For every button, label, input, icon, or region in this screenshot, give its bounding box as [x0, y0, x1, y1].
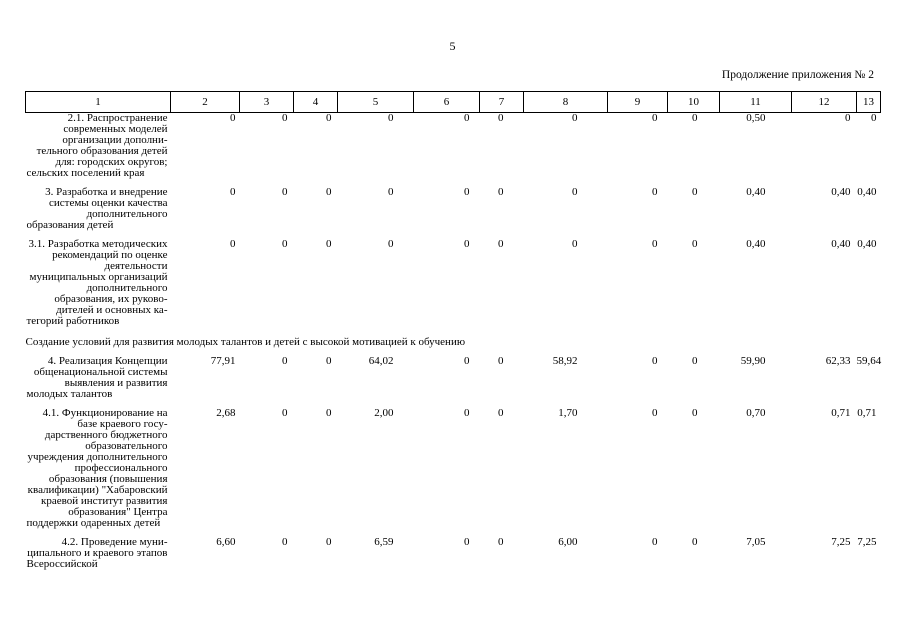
table-cell-col-8: 6,00	[558, 536, 578, 548]
table-cell-col-13: 0,40	[857, 186, 877, 198]
row-description: 3. Разработка и внедрение системы оценки качества дополнительного образования детей	[26, 186, 168, 231]
table-cell-col-2: 2,68	[216, 407, 236, 419]
table-cell-col-3: 0	[282, 407, 288, 419]
table-cell-col-4: 0	[326, 536, 332, 548]
table-cell-col-12: 62,33	[825, 355, 851, 367]
table-cell-col-11: 7,05	[746, 536, 766, 548]
page-number: 5	[449, 39, 456, 53]
table-cell-col-13: 0	[871, 112, 877, 124]
table-cell-col-8: 58,92	[552, 355, 578, 367]
table-cell-col-9: 0	[652, 238, 658, 250]
row-description: 2.1. Распространение современных моделей организации дополнительного образования детей для: городских округов; сельских поселений края	[26, 112, 168, 179]
row-description: 3.1. Разработка методических рекомендаций по оценке деятельности муниципальных организаций дополнительного образования, их руководителей и основных категорий работников	[26, 238, 168, 327]
table-cell-col-13: 0,40	[857, 238, 877, 250]
table-cell-col-12: 7,25	[831, 536, 851, 548]
table-cell-col-9: 0	[652, 112, 658, 124]
table-cell-col-4: 0	[326, 355, 332, 367]
column-header-5: 5	[338, 92, 414, 113]
row-description: 4. Реализация Концепции общенациональной системы выявления и развития молодых талантов	[26, 355, 168, 400]
table-row	[26, 239, 881, 335]
column-header-12: 12	[792, 92, 857, 113]
table-cell-col-10: 0	[692, 112, 698, 124]
table-row	[26, 537, 881, 578]
table-cell-col-10: 0	[692, 355, 698, 367]
table-cell-col-9: 0	[652, 407, 658, 419]
header-row	[26, 92, 881, 113]
table-cell-col-7: 0	[498, 238, 504, 250]
row-description: 4.1. Функционирование на базе краевого государственного бюджетного образовательного учреждения дополнительного профессионального образования (повышения квалификации) "Хабаровский краевой институт развития образования" Центра поддержки одаренных детей	[26, 407, 168, 529]
column-header-8: 8	[524, 92, 608, 113]
table-cell-col-7: 0	[498, 355, 504, 367]
table-cell-col-4: 0	[326, 186, 332, 198]
table-cell-col-11: 59,90	[740, 355, 766, 367]
table-cell-col-5: 0	[388, 238, 394, 250]
table-row	[26, 408, 881, 537]
column-header-3: 3	[240, 92, 294, 113]
table-cell-col-5: 0	[388, 112, 394, 124]
table-cell-col-9: 0	[652, 355, 658, 367]
table-cell-col-10: 0	[692, 238, 698, 250]
continuation-label: Продолжение приложения № 2	[721, 69, 874, 81]
column-header-13: 13	[857, 92, 881, 113]
table-cell-col-2: 6,60	[216, 536, 236, 548]
table-cell-col-6: 0	[464, 238, 470, 250]
table-cell-col-6: 0	[464, 355, 470, 367]
column-header-10: 10	[668, 92, 720, 113]
table-cell-col-5: 6,59	[374, 536, 394, 548]
table-cell-col-7: 0	[498, 536, 504, 548]
table-cell-col-10: 0	[692, 536, 698, 548]
table-cell-col-2: 0	[230, 238, 236, 250]
table-cell-col-3: 0	[282, 238, 288, 250]
table-cell-col-10: 0	[692, 407, 698, 419]
table-cell-col-12: 0,40	[831, 186, 851, 198]
table-cell-col-9: 0	[652, 536, 658, 548]
column-header-9: 9	[608, 92, 668, 113]
table-cell-col-2: 0	[230, 186, 236, 198]
table-body	[26, 113, 881, 579]
table-cell-col-8: 1,70	[558, 407, 578, 419]
table-cell-col-11: 0,70	[746, 407, 766, 419]
table-cell-col-9: 0	[652, 186, 658, 198]
table-cell-col-6: 0	[464, 112, 470, 124]
table-cell-col-11: 0,40	[746, 238, 766, 250]
table-cell-col-12: 0,71	[831, 407, 851, 419]
column-header-7: 7	[480, 92, 524, 113]
row-description: 4.2. Проведение муниципального и краевого этапов Всероссийской	[26, 536, 168, 570]
table-cell-col-4: 0	[326, 238, 332, 250]
table-cell-col-4: 0	[326, 112, 332, 124]
table-cell-col-11: 0,50	[746, 112, 766, 124]
table-cell-col-8: 0	[572, 112, 578, 124]
table-cell-col-2: 77,91	[210, 355, 236, 367]
table-cell-col-2: 0	[230, 112, 236, 124]
table-cell-col-6: 0	[464, 536, 470, 548]
table-cell-col-7: 0	[498, 112, 504, 124]
table-cell-col-4: 0	[326, 407, 332, 419]
column-header-2: 2	[171, 92, 240, 113]
section-heading: Создание условий для развития молодых талантов и детей с высокой мотивацией к обучению	[25, 336, 466, 348]
table-row	[26, 113, 881, 188]
column-header-6: 6	[414, 92, 480, 113]
table-cell-col-7: 0	[498, 407, 504, 419]
table-cell-col-5: 64,02	[368, 355, 394, 367]
table-cell-col-12: 0	[845, 112, 851, 124]
table-cell-col-10: 0	[692, 186, 698, 198]
table-cell-col-8: 0	[572, 186, 578, 198]
budget-table	[25, 91, 881, 578]
section-heading-row	[26, 335, 881, 356]
table-cell-col-3: 0	[282, 536, 288, 548]
table-cell-col-6: 0	[464, 407, 470, 419]
table-cell-col-5: 0	[388, 186, 394, 198]
table-row	[26, 356, 881, 408]
table-cell-col-5: 2,00	[374, 407, 394, 419]
table-cell-col-13: 7,25	[857, 536, 877, 548]
table-cell-col-12: 0,40	[831, 238, 851, 250]
column-header-1: 1	[26, 92, 171, 113]
table-cell-col-3: 0	[282, 186, 288, 198]
table-cell-col-13: 59,64	[856, 355, 882, 367]
table-cell-col-3: 0	[282, 112, 288, 124]
table-cell-col-13: 0,71	[857, 407, 877, 419]
table-row	[26, 187, 881, 239]
table-cell-col-3: 0	[282, 355, 288, 367]
column-header-11: 11	[720, 92, 792, 113]
table-cell-col-11: 0,40	[746, 186, 766, 198]
column-header-4: 4	[294, 92, 338, 113]
table-cell-col-6: 0	[464, 186, 470, 198]
table-cell-col-7: 0	[498, 186, 504, 198]
table-cell-col-8: 0	[572, 238, 578, 250]
